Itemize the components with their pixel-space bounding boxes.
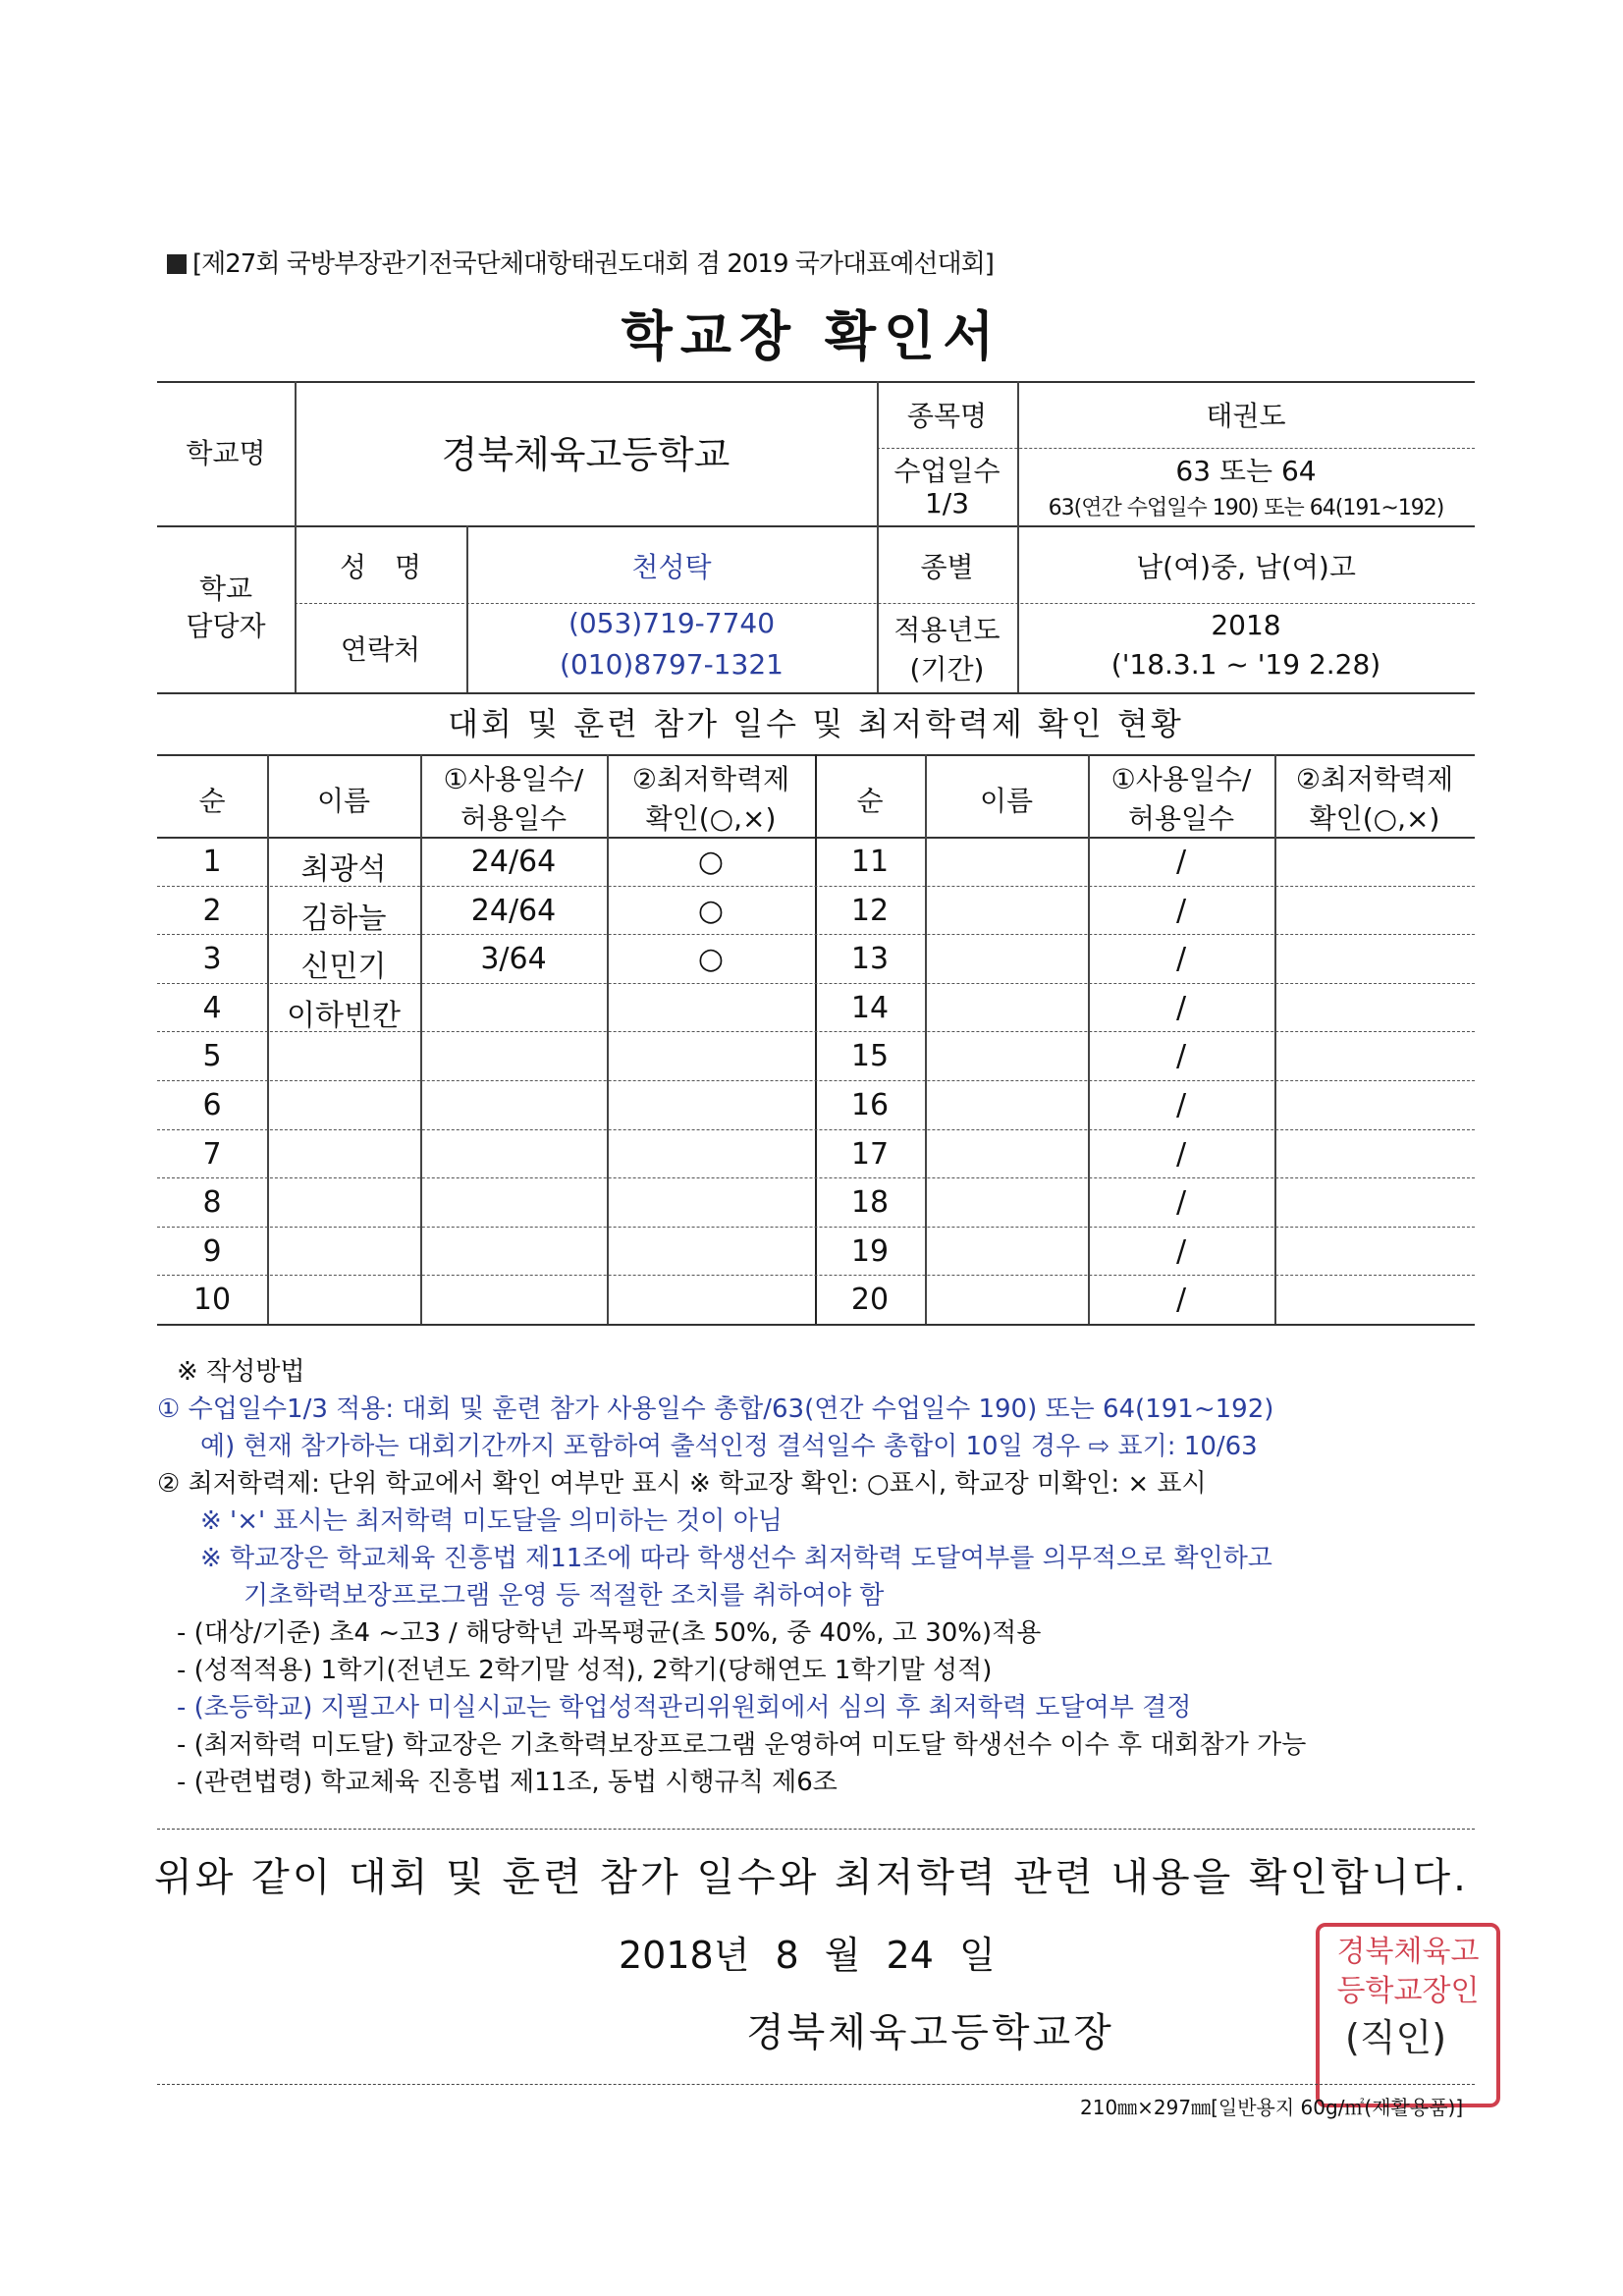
row-no: 8 <box>202 1185 222 1221</box>
row-days-right: / <box>1175 893 1187 928</box>
row-check: ○ <box>697 893 725 928</box>
row-no-right: 17 <box>850 1136 890 1172</box>
row-no-right: 19 <box>850 1233 890 1269</box>
row-check: ○ <box>697 845 725 879</box>
divider <box>295 603 1475 604</box>
row-divider <box>157 1031 1475 1032</box>
square-bullet-icon <box>167 254 187 274</box>
event-header-text: [제27회 국방부장관기전국단체대항태권도대회 겸 2019 국가대표예선대회] <box>192 249 994 279</box>
paper-spec: 210㎜×297㎜[일반용지 60g/㎡(재활용품)] <box>1080 2096 1464 2119</box>
principal-title: 경북체육고등학교장 <box>746 2010 1114 2055</box>
event-header <box>167 244 994 280</box>
detail-4: - (최저학력 미도달) 학교장은 기초학력보장프로그램 운영하여 미도달 학생선수 이수 후 대회참가 가능 <box>177 1730 1307 1760</box>
instructions <box>157 1353 1306 1801</box>
header-academic-4: 확인(○,×) <box>1309 802 1440 835</box>
header-no-2: 순 <box>856 785 884 817</box>
row-days-right: / <box>1175 1039 1187 1074</box>
row-no: 5 <box>202 1039 222 1074</box>
header-days-2: 허용일수 <box>460 802 568 835</box>
divider <box>157 381 1475 383</box>
divider <box>157 2084 1475 2085</box>
header-days-3: ①사용일수/ <box>1110 763 1252 795</box>
signing-date: 2018년 8 월 24 일 <box>619 1934 996 1977</box>
manager-label-2: 담당자 <box>186 610 266 642</box>
divider <box>157 1324 1475 1326</box>
header-days-4: 허용일수 <box>1127 802 1235 835</box>
row-days: 24/64 <box>470 893 557 928</box>
row-divider <box>157 1275 1475 1276</box>
column-divider <box>1274 754 1276 1324</box>
row-name: 신민기 <box>300 950 387 985</box>
divider <box>157 1829 1475 1830</box>
row-no: 6 <box>202 1088 222 1122</box>
row-name: 최광석 <box>300 852 387 887</box>
row-no: 1 <box>202 845 222 879</box>
row-days-right: / <box>1175 942 1187 977</box>
header-no: 순 <box>198 785 226 817</box>
row-days: 24/64 <box>470 845 557 879</box>
note-2: ② 최저학력제: 단위 학교에서 확인 여부만 표시 ※ 학교장 확인: ○표시, 학교장 미확인: × 표시 <box>157 1469 1207 1499</box>
row-days-right: / <box>1175 1233 1187 1269</box>
row-no: 2 <box>202 893 222 928</box>
sport-value: 태권도 <box>1206 400 1286 432</box>
row-divider <box>157 1177 1475 1178</box>
row-no: 9 <box>202 1233 222 1269</box>
header-name: 이름 <box>316 785 371 817</box>
row-no-right: 11 <box>850 845 890 879</box>
note-3: ※ '×' 표시는 최저학력 미도달을 의미하는 것이 아님 <box>200 1506 783 1536</box>
note-4: ※ 학교장은 학교체육 진흥법 제11조에 따라 학생선수 최저학력 도달여부를 의무적으로 확인하고 <box>200 1544 1272 1573</box>
row-days-right: / <box>1175 1088 1187 1122</box>
school-value: 경북체육고등학교 <box>441 433 730 476</box>
header-days: ①사용일수/ <box>443 763 584 795</box>
row-check: ○ <box>697 942 725 977</box>
row-no: 7 <box>202 1136 222 1172</box>
row-no: 4 <box>202 990 222 1025</box>
row-no-right: 15 <box>850 1039 890 1074</box>
contact-phone-1: (053)719-7740 <box>568 607 776 639</box>
column-divider <box>267 754 269 1324</box>
sport-label: 종목명 <box>906 400 988 432</box>
note-4-cont: 기초학력보장프로그램 운영 등 적절한 조치를 취하여야 함 <box>243 1581 885 1611</box>
detail-2: - (성적적용) 1학기(전년도 2학기말 성적), 2학기(당해연도 1학기말 성적) <box>177 1656 993 1685</box>
contact-phone-2: (010)8797-1321 <box>560 648 784 681</box>
row-days-right: / <box>1175 1283 1187 1318</box>
divider <box>877 448 1475 449</box>
row-divider <box>157 934 1475 935</box>
detail-1: - (대상/기준) 초4 ~고3 / 해당학년 과목평균(초 50%, 중 40%, 고 30%)적용 <box>177 1618 1042 1648</box>
year-period: ('18.3.1 ~ '19 2.28) <box>1110 648 1381 681</box>
row-no-right: 12 <box>850 893 890 928</box>
days-value: 63 또는 64 <box>1175 455 1317 487</box>
row-no: 10 <box>192 1283 232 1318</box>
header-name-2: 이름 <box>979 785 1034 817</box>
row-days-right: / <box>1175 845 1187 879</box>
row-divider <box>157 886 1475 887</box>
gender-value: 남(여)중, 남(여)고 <box>1136 551 1356 583</box>
section-title: 대회 및 훈련 참가 일수 및 최저학력제 확인 현황 <box>448 705 1184 742</box>
row-divider <box>157 1080 1475 1081</box>
row-divider <box>157 1129 1475 1130</box>
row-no-right: 18 <box>850 1185 890 1221</box>
year-label-2: (기간) <box>909 653 985 685</box>
row-days-right: / <box>1175 990 1187 1025</box>
row-name: 김하늘 <box>300 901 387 936</box>
days-value-detail: 63(연간 수업일수 190) 또는 64(191~192) <box>1048 496 1444 520</box>
confirmation-statement: 위와 같이 대회 및 훈련 참가 일수와 최저학력 관련 내용을 확인합니다. <box>154 1855 1469 1900</box>
row-divider <box>157 983 1475 984</box>
year-label: 적용년도 <box>893 614 1001 646</box>
days-label: 수업일수 <box>893 455 1001 487</box>
row-no-right: 20 <box>850 1283 890 1318</box>
seal-label: (직인) <box>1345 2016 1447 2059</box>
name-value: 천성탁 <box>631 551 712 583</box>
row-name: 이하빈칸 <box>287 998 401 1033</box>
school-label: 학교명 <box>186 437 266 469</box>
column-divider <box>607 754 609 1324</box>
seal-text: 경북체육고등학교장인 <box>1336 1935 1480 2008</box>
name-label: 성 명 <box>340 551 421 583</box>
gender-label: 종별 <box>920 551 974 583</box>
notes-title: ※ 작성방법 <box>177 1357 305 1387</box>
detail-5: - (관련법령) 학교체육 진흥법 제11조, 동법 시행규칙 제6조 <box>177 1768 838 1797</box>
divider <box>157 692 1475 694</box>
row-days: 3/64 <box>480 942 547 977</box>
page-title: 학교장 확인서 <box>621 305 1002 367</box>
row-days-right: / <box>1175 1136 1187 1172</box>
row-divider <box>157 1227 1475 1228</box>
days-label-fraction: 1/3 <box>924 487 970 519</box>
contact-label: 연락처 <box>340 633 421 666</box>
year-value: 2018 <box>1211 609 1281 641</box>
header-academic-2: 확인(○,×) <box>645 802 777 835</box>
header-academic: ②최저학력제 <box>631 763 790 795</box>
header-academic-3: ②최저학력제 <box>1295 763 1454 795</box>
manager-label: 학교 <box>198 573 253 605</box>
row-days-right: / <box>1175 1185 1187 1221</box>
detail-3: - (초등학교) 지필고사 미실시교는 학업성적관리위원회에서 심의 후 최저학력 도달여부 결정 <box>177 1693 1192 1722</box>
divider <box>157 525 1475 527</box>
row-no-right: 14 <box>850 990 890 1025</box>
row-no-right: 13 <box>850 942 890 977</box>
column-divider <box>925 754 927 1324</box>
note-1: ① 수업일수1/3 적용: 대회 및 훈련 참가 사용일수 총합/63(연간 수업일수 190) 또는 64(191~192) <box>157 1394 1274 1424</box>
note-1-example: 예) 현재 참가하는 대회기간까지 포함하여 출석인정 결석일수 총합이 10일 경우 ⇨ 표기: 10/63 <box>200 1432 1258 1461</box>
row-no: 3 <box>202 942 222 977</box>
column-divider <box>420 754 422 1324</box>
row-no-right: 16 <box>850 1088 890 1122</box>
